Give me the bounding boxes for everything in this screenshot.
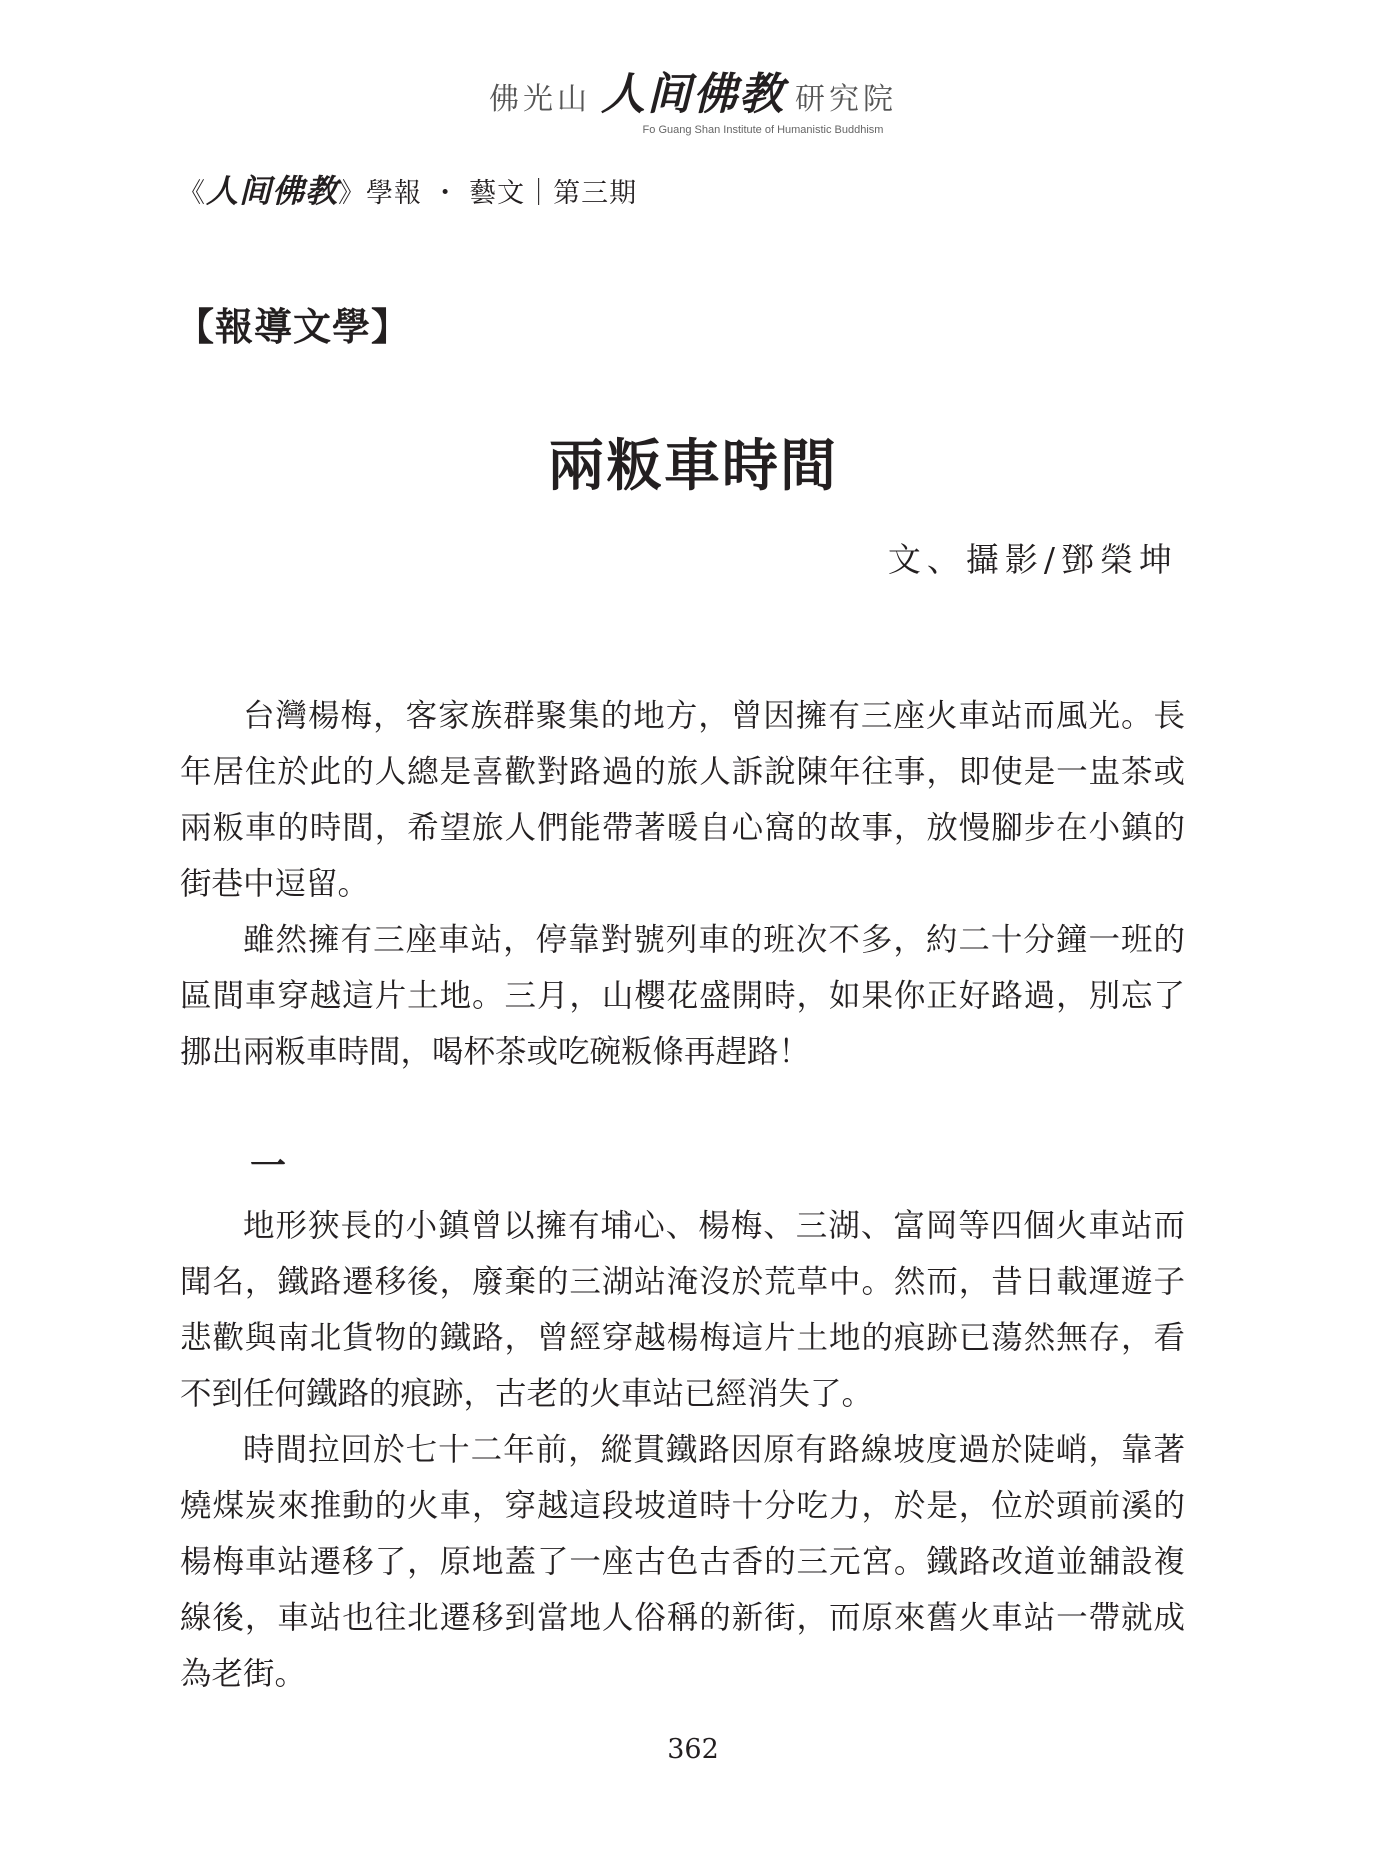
masthead-prefix: 佛光山 <box>489 82 591 117</box>
journal-issue: 學報 ・ 藝文｜第三期 <box>366 178 638 209</box>
chapter-number: 一 <box>250 1145 287 1187</box>
section-label: 【報導文學】 <box>176 304 411 349</box>
masthead-title <box>489 58 897 122</box>
intro-paragraph-1: 台灣楊梅，客家族群聚集的地方，曾因擁有三座火車站而風光。長年居住於此的人總是喜歡對路過的旅人訴說陳年往事，即使是一盅茶或兩粄車的時間，希望旅人們能帶著暖自心窩的故事，放慢腳步在小鎮的街巷中逗留。 <box>180 698 1185 902</box>
masthead-english: Fo Guang Shan Institute of Humanistic Buddhism <box>642 124 884 136</box>
byline: 文、攝影/鄧榮坤 <box>887 540 1178 579</box>
masthead-suffix: 研究院 <box>795 82 897 117</box>
journal-open-bracket: 《 <box>178 178 206 209</box>
journal-close-bracket: 》 <box>338 178 367 209</box>
journal-name: 人间佛教 <box>206 172 339 210</box>
article-title: 兩粄車時間 <box>548 433 838 499</box>
chapter-paragraph-1: 地形狹長的小鎮曾以擁有埔心、楊梅、三湖、富岡等四個火車站而聞名，鐵路遷移後，廢棄的三湖站淹沒於荒草中。然而，昔日載運遊子悲歡與南北貨物的鐵路，曾經穿越楊梅這片土地的痕跡已蕩然無存，看不到任何鐵路的痕跡，古老的火車站已經消失了。 <box>180 1208 1185 1412</box>
chapter-paragraph-2: 時間拉回於七十二年前，縱貫鐵路因原有路線坡度過於陡峭，靠著燒煤炭來推動的火車，穿越這段坡道時十分吃力，於是，位於頭前溪的楊梅車站遷移了，原地蓋了一座古色古香的三元宮。鐵路改道並舖設複線後，車站也往北遷移到當地人俗稱的新街，而原來舊火車站一帶就成為老街。 <box>180 1432 1185 1692</box>
publisher-masthead <box>0 58 1386 136</box>
page-number: 362 <box>667 1734 719 1765</box>
masthead-logo: 人间佛教 <box>601 69 785 120</box>
journal-header <box>178 166 637 212</box>
intro-paragraph-2: 雖然擁有三座車站，停靠對號列車的班次不多，約二十分鐘一班的區間車穿越這片土地。三月，山櫻花盛開時，如果你正好路過，別忘了挪出兩粄車時間，喝杯茶或吃碗粄條再趕路！ <box>180 922 1185 1070</box>
